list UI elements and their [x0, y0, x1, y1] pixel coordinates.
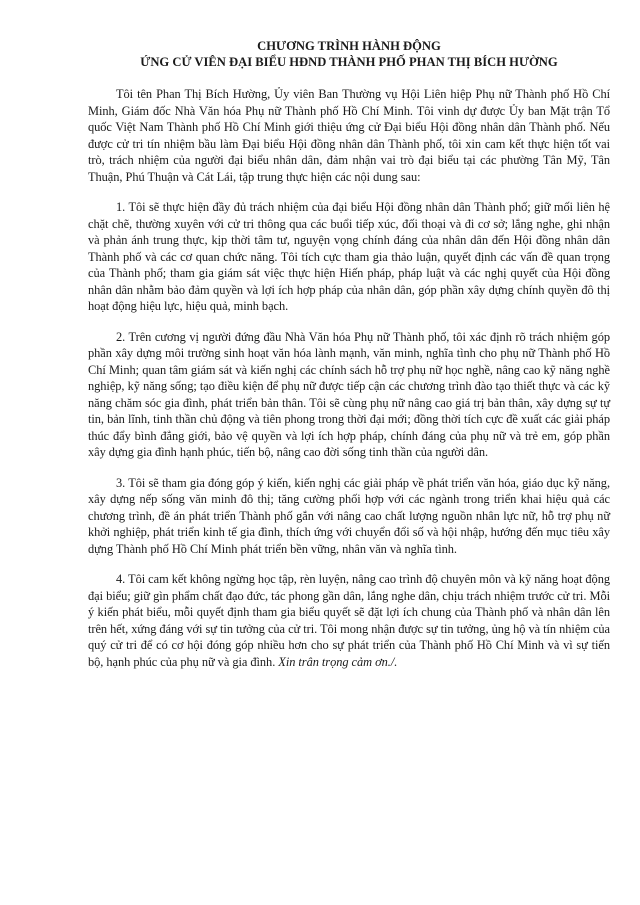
- point-4-text: 4. Tôi cam kết không ngừng học tập, rèn luyện, nâng cao trình độ chuyên môn và kỹ năng hoạt động đại biểu; giữ gìn phẩm chất đạo đức, tác phong gần dân, lắng nghe dân, chịu trách nhiệm trước cử tri. Mỗi ý kiến phát biểu, mỗi quyết định tham gia biểu quyết sẽ đặt lợi ích chung của Thành phố và nhân dân lên trên hết, xứng đáng với sự tin tưởng của cử tri. Tôi mong nhận được sự tin tưởng, ủng hộ và tín nhiệm của quý cử tri để có cơ hội đóng góp nhiều hơn cho sự phát triển của Thành phố Hồ Chí Minh và vì sự tiến bộ, hạnh phúc của phụ nữ và gia đình.: [88, 572, 610, 669]
- commitment-point-4: [88, 571, 610, 670]
- document-page: [88, 38, 610, 670]
- document-title-line-2: ỨNG CỬ VIÊN ĐẠI BIỂU HĐND THÀNH PHỐ PHAN THỊ BÍCH HƯỜNG: [140, 55, 558, 69]
- commitment-point-1: 1. Tôi sẽ thực hiện đầy đủ trách nhiệm của đại biểu Hội đồng nhân dân Thành phố; giữ mối liên hệ chặt chẽ, thường xuyên với cử tri thông qua các buổi tiếp xúc, đối thoại và đi cơ sở; lắng nghe, ghi nhận và phản ánh trung thực, kịp thời tâm tư, nguyện vọng chính đáng của nhân dân đến Hội đồng nhân dân Thành phố và các cơ quan chức năng. Tôi tích cực tham gia thảo luận, quyết định các vấn đề quan trọng của Thành phố; tham gia giám sát việc thực hiện Hiến pháp, pháp luật và các nghị quyết của Hội đồng nhân dân nhằm bảo đảm quyền và lợi ích hợp pháp của nhân dân, góp phần xây dựng chính quyền đô thị hoạt động hiệu lực, hiệu quả, minh bạch.: [88, 200, 610, 313]
- commitment-point-3: 3. Tôi sẽ tham gia đóng góp ý kiến, kiến nghị các giải pháp về phát triển văn hóa, giáo dục kỹ năng, xây dựng nếp sống văn minh đô thị; tăng cường phối hợp với các ngành trong triển khai hiệu quả các chương trình, đề án phát triển Thành phố gắn với nâng cao chất lượng nguồn nhân lực nữ, hỗ trợ phụ nữ khởi nghiệp, phát triển kinh tế gia đình, thích ứng với chuyển đổi số và hội nhập, hướng đến mục tiêu xây dựng Thành phố Hồ Chí Minh phát triển bền vững, nhân văn và nghĩa tình.: [88, 475, 610, 556]
- closing-remark: Xin trân trọng cảm ơn./.: [278, 654, 398, 669]
- commitment-point-2: 2. Trên cương vị người đứng đầu Nhà Văn hóa Phụ nữ Thành phố, tôi xác định rõ trách nhiệm góp phần xây dựng môi trường sinh hoạt văn hóa lành mạnh, văn minh, nghĩa tình cho phụ nữ Thành phố Hồ Chí Minh; quan tâm giám sát và kiến nghị các chính sách hỗ trợ phụ nữ học nghề, nâng cao kỹ năng nghề nghiệp, kỹ năng sống; tạo điều kiện để phụ nữ được tiếp cận các chương trình đào tạo thiết thực và các kỹ năng chăm sóc gia đình, phát triển bản thân. Tôi sẽ cùng phụ nữ nâng cao giá trị bản thân, xây dựng sự tự tin, bản lĩnh, tinh thần chủ động và tiên phong trong thời đại mới; đồng thời tích cực đề xuất các giải pháp thúc đẩy bình đẳng giới, bảo vệ quyền và lợi ích hợp pháp, chính đáng của phụ nữ và trẻ em, góp phần xây dựng gia đình hạnh phúc, tiến bộ, nâng cao đời sống tinh thần của người dân.: [88, 329, 610, 459]
- intro-paragraph: Tôi tên Phan Thị Bích Hường, Ủy viên Ban Thường vụ Hội Liên hiệp Phụ nữ Thành phố Hồ Chí Minh, Giám đốc Nhà Văn hóa Phụ nữ Thành phố Hồ Chí Minh. Tôi vinh dự được Ủy ban Mặt trận Tổ quốc Việt Nam Thành phố Hồ Chí Minh giới thiệu ứng cử Đại biểu Hội đồng nhân dân Thành phố. Nếu được cử tri tín nhiệm bầu làm Đại biểu Hội đồng nhân dân Thành phố, tôi xin cam kết thực hiện tốt vai trò, trách nhiệm của người đại biểu nhân dân, đảm nhận vai trò đại biểu tại các phường Tân Mỹ, Tân Thuận, Phú Thuận và Cát Lái, tập trung thực hiện các nội dung sau:: [88, 87, 610, 184]
- document-title-line-1: CHƯƠNG TRÌNH HÀNH ĐỘNG: [257, 39, 441, 53]
